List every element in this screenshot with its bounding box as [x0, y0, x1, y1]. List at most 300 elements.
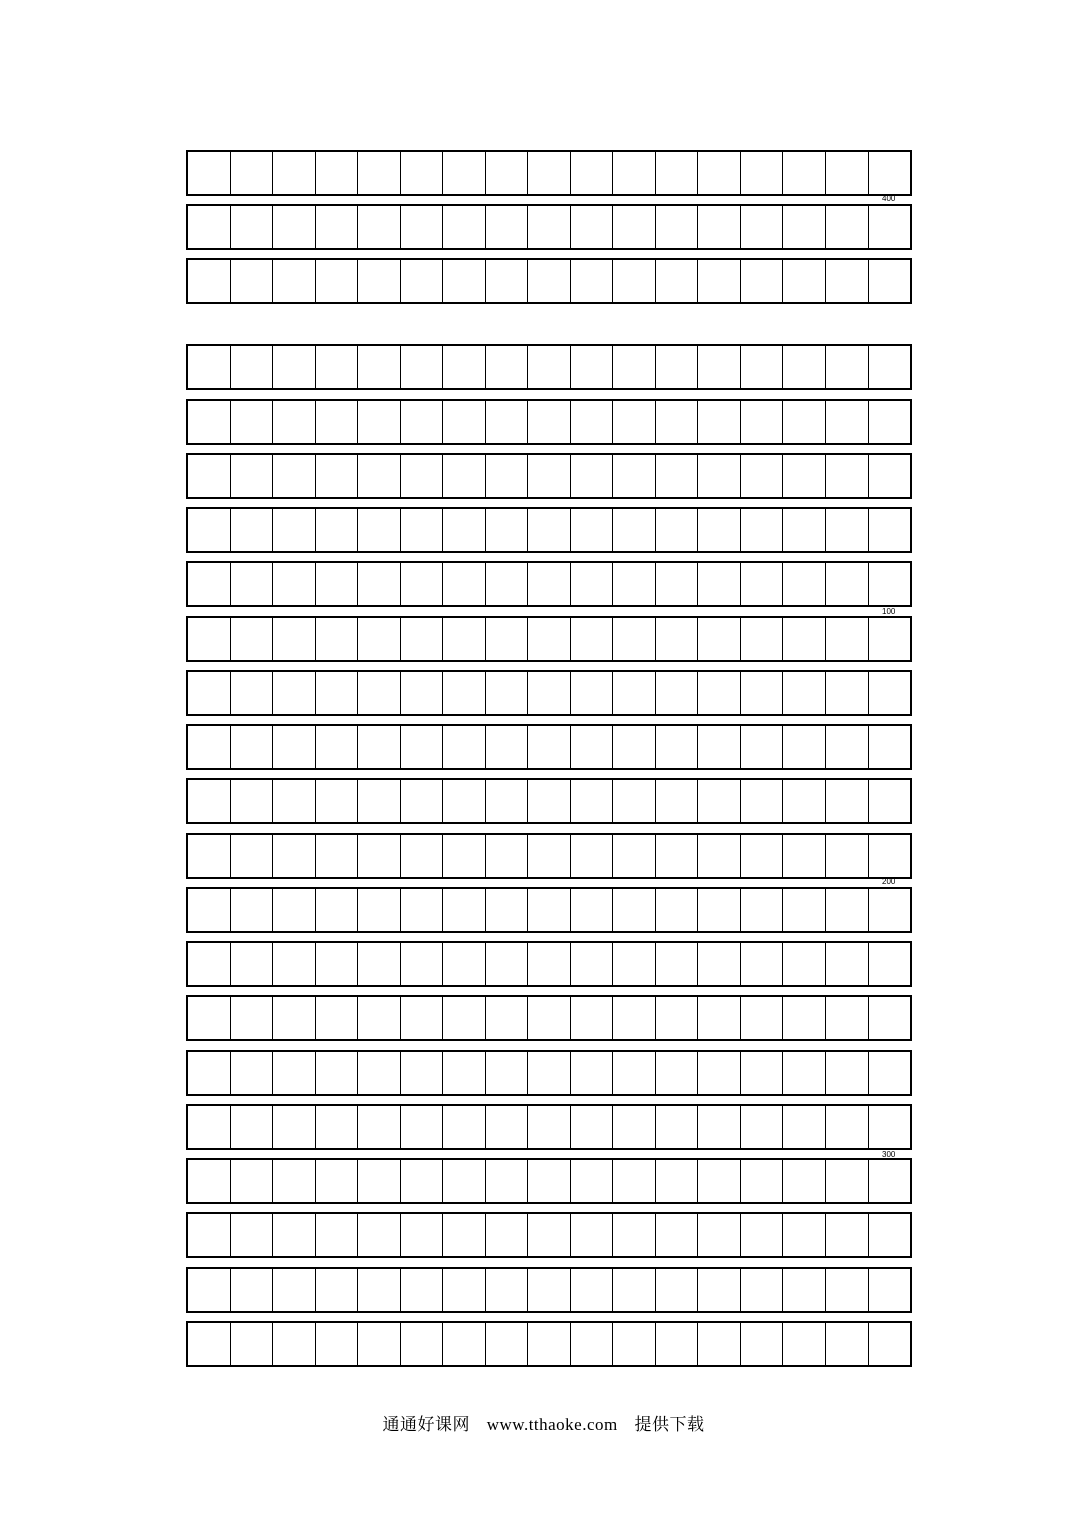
grid-row [186, 1267, 912, 1313]
grid-cell [869, 401, 911, 443]
grid-cell [486, 455, 529, 497]
grid-cell [231, 943, 274, 985]
grid-cell [741, 260, 784, 302]
grid-cell [316, 1269, 359, 1311]
grid-cell [188, 152, 231, 194]
grid-cell [571, 1323, 614, 1365]
grid-cell [528, 672, 571, 714]
grid-cell [656, 726, 699, 768]
grid-row [186, 561, 912, 607]
grid-cell [273, 943, 316, 985]
grid-cell [741, 997, 784, 1039]
grid-cell [741, 889, 784, 931]
grid-cell [698, 563, 741, 605]
grid-cell [443, 1106, 486, 1148]
grid-cell [188, 206, 231, 248]
grid-cell [741, 835, 784, 877]
grid-cell [316, 943, 359, 985]
grid-cell [613, 672, 656, 714]
grid-row [186, 453, 912, 499]
grid-cell [698, 943, 741, 985]
grid-cell [358, 672, 401, 714]
grid-cell [443, 206, 486, 248]
grid-cell [443, 618, 486, 660]
grid-cell [316, 1106, 359, 1148]
grid-cell [401, 1323, 444, 1365]
grid-cell [741, 780, 784, 822]
grid-row [186, 670, 912, 716]
grid-cell [783, 1106, 826, 1148]
grid-cell [826, 1160, 869, 1202]
grid-cell [656, 260, 699, 302]
grid-cell [698, 1323, 741, 1365]
grid-cell [528, 618, 571, 660]
grid-cell [783, 401, 826, 443]
grid-cell [656, 346, 699, 388]
grid-cell [783, 152, 826, 194]
grid-cell [783, 1160, 826, 1202]
grid-cell [571, 1269, 614, 1311]
grid-cell [571, 943, 614, 985]
grid-cell [443, 563, 486, 605]
grid-cell [316, 1052, 359, 1094]
grid-cell [316, 1323, 359, 1365]
grid-cell [613, 1106, 656, 1148]
grid-cell [231, 780, 274, 822]
grid-cell [188, 618, 231, 660]
footer-suffix: 提供下载 [634, 1415, 705, 1434]
grid-cell [741, 618, 784, 660]
grid-cell [571, 563, 614, 605]
grid-cell [741, 943, 784, 985]
grid-cell [571, 401, 614, 443]
grid-cell [528, 260, 571, 302]
grid-cell [401, 152, 444, 194]
grid-cell [528, 1269, 571, 1311]
grid-cell [358, 1323, 401, 1365]
grid-cell [528, 455, 571, 497]
grid-cell [869, 889, 911, 931]
grid-cell [783, 1323, 826, 1365]
grid-cell [528, 152, 571, 194]
grid-cell [826, 1323, 869, 1365]
grid-cell [698, 997, 741, 1039]
grid-cell [741, 1106, 784, 1148]
grid-cell [273, 401, 316, 443]
grid-cell [869, 943, 911, 985]
grid-cell [486, 835, 529, 877]
grid-cell [231, 206, 274, 248]
grid-cell [869, 1160, 911, 1202]
grid-cell [656, 889, 699, 931]
grid-cell [656, 1323, 699, 1365]
grid-cell [273, 1214, 316, 1256]
grid-cell [401, 618, 444, 660]
grid-row [186, 399, 912, 445]
grid-cell [188, 672, 231, 714]
grid-cell [486, 1269, 529, 1311]
grid-cell [231, 1052, 274, 1094]
grid-cell [698, 1052, 741, 1094]
grid-cell [528, 1106, 571, 1148]
grid-cell [273, 346, 316, 388]
grid-cell [571, 1052, 614, 1094]
grid-row [186, 507, 912, 553]
grid-cell [741, 1160, 784, 1202]
grid-cell [188, 455, 231, 497]
grid-cell [613, 1269, 656, 1311]
grid-cell [698, 1106, 741, 1148]
grid-cell [443, 455, 486, 497]
grid-cell [231, 401, 274, 443]
grid-cell [273, 260, 316, 302]
grid-cell [443, 889, 486, 931]
grid-cell [358, 152, 401, 194]
grid-cell [698, 780, 741, 822]
footer-site-name: 通通好课网 [382, 1415, 470, 1434]
grid-cell [826, 260, 869, 302]
grid-cell [783, 1214, 826, 1256]
grid-cell [188, 1214, 231, 1256]
grid-cell [783, 346, 826, 388]
grid-cell [231, 889, 274, 931]
grid-cell [486, 780, 529, 822]
grid-cell [358, 835, 401, 877]
grid-cell [231, 1323, 274, 1365]
grid-cell [401, 780, 444, 822]
grid-cell [486, 1106, 529, 1148]
grid-cell [613, 401, 656, 443]
grid-cell [656, 1106, 699, 1148]
grid-cell [486, 346, 529, 388]
grid-cell [783, 726, 826, 768]
grid-cell [486, 1214, 529, 1256]
grid-cell [826, 889, 869, 931]
grid-cell [528, 726, 571, 768]
grid-cell [741, 346, 784, 388]
grid-cell [358, 1160, 401, 1202]
grid-cell [273, 1106, 316, 1148]
grid-cell [443, 780, 486, 822]
grid-cell [401, 943, 444, 985]
grid-cell [528, 1214, 571, 1256]
grid-cell [571, 346, 614, 388]
grid-cell [316, 780, 359, 822]
grid-cell [783, 943, 826, 985]
grid-cell [571, 206, 614, 248]
grid-cell [656, 1052, 699, 1094]
grid-cell [486, 152, 529, 194]
grid-cell [231, 509, 274, 551]
grid-cell [188, 509, 231, 551]
grid-cell [741, 1269, 784, 1311]
grid-cell [783, 997, 826, 1039]
grid-cell [869, 563, 911, 605]
grid-cell [443, 346, 486, 388]
grid-cell [613, 455, 656, 497]
grid-cell [783, 780, 826, 822]
grid-cell [401, 455, 444, 497]
grid-cell [273, 563, 316, 605]
grid-cell [231, 152, 274, 194]
grid-cell [826, 401, 869, 443]
grid-cell [188, 726, 231, 768]
grid-cell [869, 346, 911, 388]
grid-cell [613, 943, 656, 985]
grid-cell [273, 455, 316, 497]
grid-row [186, 150, 912, 196]
grid-cell [358, 943, 401, 985]
grid-cell [486, 401, 529, 443]
grid-cell [358, 618, 401, 660]
grid-cell [528, 1052, 571, 1094]
grid-cell [656, 943, 699, 985]
grid-cell [613, 152, 656, 194]
grid-cell [358, 889, 401, 931]
grid-cell [826, 563, 869, 605]
grid-row [186, 887, 912, 933]
grid-cell [486, 206, 529, 248]
grid-cell [869, 260, 911, 302]
grid-cell [613, 835, 656, 877]
grid-cell [869, 997, 911, 1039]
grid-cell [443, 1160, 486, 1202]
grid-cell [656, 780, 699, 822]
grid-cell [401, 672, 444, 714]
grid-cell [741, 206, 784, 248]
grid-cell [826, 997, 869, 1039]
grid-cell [869, 780, 911, 822]
grid-cell [486, 943, 529, 985]
grid-cell [273, 1052, 316, 1094]
grid-cell [358, 1269, 401, 1311]
grid-cell [698, 618, 741, 660]
grid-cell [613, 509, 656, 551]
grid-cell [783, 206, 826, 248]
grid-cell [826, 943, 869, 985]
grid-cell [741, 726, 784, 768]
grid-cell [613, 563, 656, 605]
grid-cell [273, 997, 316, 1039]
grid-cell [188, 780, 231, 822]
grid-cell [528, 780, 571, 822]
grid-cell [783, 260, 826, 302]
grid-cell [698, 206, 741, 248]
grid-cell [316, 260, 359, 302]
word-count-mark-400: 400 [882, 194, 896, 203]
grid-cell [401, 260, 444, 302]
grid-cell [443, 1269, 486, 1311]
grid-cell [358, 1106, 401, 1148]
grid-cell [656, 455, 699, 497]
grid-cell [826, 1106, 869, 1148]
grid-cell [656, 401, 699, 443]
grid-cell [571, 618, 614, 660]
grid-cell [273, 509, 316, 551]
grid-cell [869, 672, 911, 714]
grid-cell [571, 1106, 614, 1148]
grid-cell [358, 780, 401, 822]
grid-cell [358, 563, 401, 605]
grid-cell [231, 563, 274, 605]
grid-cell [486, 1052, 529, 1094]
grid-cell [188, 346, 231, 388]
grid-cell [231, 260, 274, 302]
grid-cell [273, 1269, 316, 1311]
grid-cell [443, 726, 486, 768]
grid-cell [443, 260, 486, 302]
grid-cell [188, 835, 231, 877]
grid-cell [783, 672, 826, 714]
grid-cell [656, 509, 699, 551]
grid-cell [528, 206, 571, 248]
grid-cell [571, 260, 614, 302]
grid-cell [698, 889, 741, 931]
grid-cell [826, 1214, 869, 1256]
grid-cell [273, 206, 316, 248]
grid-cell [528, 509, 571, 551]
grid-cell [613, 206, 656, 248]
grid-cell [869, 1052, 911, 1094]
grid-cell [401, 509, 444, 551]
grid-cell [656, 152, 699, 194]
grid-cell [826, 206, 869, 248]
grid-cell [486, 672, 529, 714]
grid-cell [316, 455, 359, 497]
grid-cell [741, 1214, 784, 1256]
grid-cell [273, 780, 316, 822]
grid-cell [316, 152, 359, 194]
grid-row [186, 1050, 912, 1096]
grid-cell [358, 260, 401, 302]
grid-cell [869, 206, 911, 248]
grid-cell [401, 206, 444, 248]
grid-cell [316, 1160, 359, 1202]
grid-cell [273, 889, 316, 931]
grid-cell [316, 997, 359, 1039]
grid-cell [571, 509, 614, 551]
footer-credit [0, 1410, 1087, 1435]
grid-cell [826, 455, 869, 497]
grid-cell [486, 889, 529, 931]
grid-cell [401, 563, 444, 605]
grid-cell [571, 152, 614, 194]
grid-cell [613, 1052, 656, 1094]
grid-cell [826, 672, 869, 714]
grid-cell [188, 260, 231, 302]
grid-cell [486, 1323, 529, 1365]
grid-cell [869, 455, 911, 497]
grid-cell [656, 206, 699, 248]
grid-cell [869, 726, 911, 768]
grid-cell [698, 1214, 741, 1256]
grid-cell [571, 780, 614, 822]
grid-cell [571, 997, 614, 1039]
grid-cell [698, 672, 741, 714]
grid-cell [698, 401, 741, 443]
word-count-mark-200: 200 [882, 877, 896, 886]
grid-cell [613, 260, 656, 302]
grid-cell [698, 835, 741, 877]
grid-cell [231, 997, 274, 1039]
grid-cell [826, 152, 869, 194]
grid-cell [358, 455, 401, 497]
grid-cell [783, 1052, 826, 1094]
grid-cell [826, 835, 869, 877]
grid-cell [571, 455, 614, 497]
word-count-mark-100: 100 [882, 607, 896, 616]
grid-cell [401, 997, 444, 1039]
grid-cell [826, 726, 869, 768]
grid-cell [188, 997, 231, 1039]
grid-cell [656, 997, 699, 1039]
grid-row [186, 995, 912, 1041]
grid-row [186, 941, 912, 987]
grid-cell [613, 618, 656, 660]
grid-cell [443, 1052, 486, 1094]
grid-cell [188, 1052, 231, 1094]
grid-cell [656, 1160, 699, 1202]
grid-cell [188, 1269, 231, 1311]
grid-cell [613, 780, 656, 822]
grid-cell [656, 672, 699, 714]
grid-row [186, 778, 912, 824]
grid-cell [316, 346, 359, 388]
grid-cell [698, 152, 741, 194]
grid-cell [571, 835, 614, 877]
grid-cell [316, 835, 359, 877]
grid-cell [698, 509, 741, 551]
grid-cell [698, 1160, 741, 1202]
grid-cell [231, 672, 274, 714]
grid-cell [188, 563, 231, 605]
grid-cell [316, 1214, 359, 1256]
grid-cell [613, 1214, 656, 1256]
grid-cell [231, 1160, 274, 1202]
grid-cell [571, 672, 614, 714]
grid-cell [783, 618, 826, 660]
grid-cell [316, 672, 359, 714]
grid-cell [869, 152, 911, 194]
grid-cell [698, 346, 741, 388]
grid-cell [273, 1160, 316, 1202]
grid-cell [528, 835, 571, 877]
grid-cell [316, 726, 359, 768]
grid-row [186, 616, 912, 662]
grid-cell [613, 726, 656, 768]
grid-cell [613, 1323, 656, 1365]
grid-cell [188, 401, 231, 443]
grid-cell [358, 726, 401, 768]
grid-cell [188, 1160, 231, 1202]
grid-cell [698, 1269, 741, 1311]
grid-cell [188, 943, 231, 985]
grid-cell [401, 889, 444, 931]
grid-cell [571, 889, 614, 931]
grid-cell [826, 509, 869, 551]
grid-cell [869, 1214, 911, 1256]
grid-cell [486, 260, 529, 302]
grid-cell [401, 346, 444, 388]
grid-cell [443, 672, 486, 714]
grid-cell [826, 618, 869, 660]
grid-cell [231, 726, 274, 768]
grid-cell [358, 206, 401, 248]
footer-url-link[interactable]: www.tthaoke.com [486, 1415, 618, 1434]
grid-row [186, 1321, 912, 1367]
grid-cell [401, 726, 444, 768]
grid-cell [316, 618, 359, 660]
